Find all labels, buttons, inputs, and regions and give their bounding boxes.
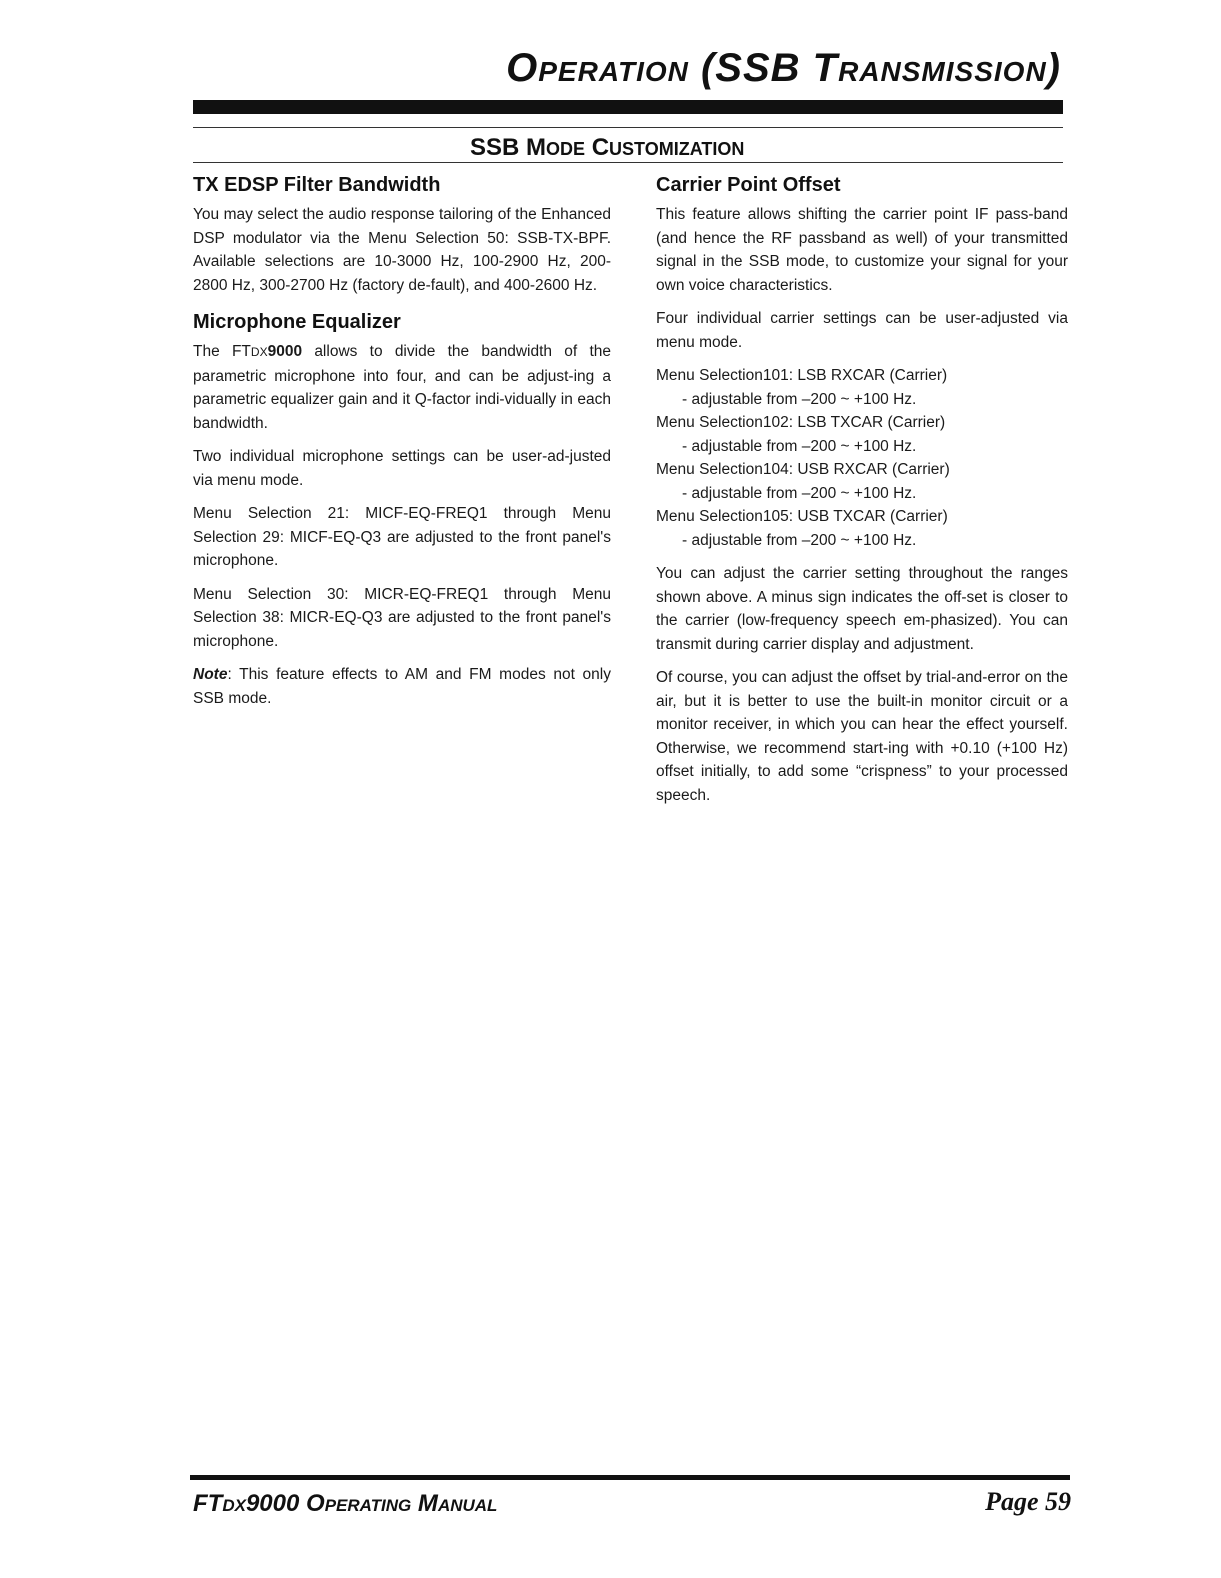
carrier-paragraph-4: Of course, you can adjust the offset by trial-and-error on the air, but it is better to use the built-in monitor circuit or a monitor receiver, in which you can hear the effect yourself. Otherwise, we recommend start-ing with +0.10 (+100 Hz) offset initially, to add some “crispness” to your processed speech. [656,669,1068,804]
menu-item-range: - adjustable from –200 ~ +100 Hz. [682,390,917,408]
section-heading [470,134,744,162]
tx-edsp-heading: TX EDSP Filter Bandwidth [193,174,441,196]
carrier-paragraph-1: This feature allows shifting the carrier point IF pass-band (and hence the RF passband as well) of your transmitted signal in the SSB mode, to customize your signal for your own voice characteristics. [656,206,1068,294]
footer-title-part: M [411,1490,438,1517]
mic-eq-paragraph-3: Menu Selection 21: MICF-EQ-FREQ1 through Menu Selection 29: MICF-EQ-Q3 are adjusted to the front panel's microphone. [193,505,611,569]
header-title-part: O [506,46,539,90]
section-title-part: SSB M [470,134,547,161]
menu-item-range: - adjustable from –200 ~ +100 Hz. [682,531,917,549]
model-number: 9000 [267,343,303,360]
carrier-point-heading: Carrier Point Offset [656,174,841,196]
note-text: : This feature effects to AM and FM modes not only SSB mode. [193,666,611,707]
footer-title-part: 9000 O [245,1490,325,1517]
left-column [193,174,611,720]
mic-eq-paragraph-1-text: allows to divide the bandwidth of the parametric microphone into four, and can be adjust-ing a parametric equalizer gain and it Q-factor indi-vidually in each bandwidth. [193,343,612,432]
section-title-part: USTOMIZATION [609,139,745,159]
header-title-part: (SSB T [688,46,839,90]
section-title-part: C [585,134,610,161]
menu-item-line: Menu Selection104: USB RXCAR (Carrier) [656,461,950,478]
menu-item-range: - adjustable from –200 ~ +100 Hz. [682,484,917,502]
menu-item-line: Menu Selection102: LSB TXCAR (Carrier) [656,414,946,431]
header-title-part: RANSMISSION [838,56,1047,87]
footer-rule [190,1475,1070,1480]
mic-eq-paragraph-2: Two individual microphone settings can be user-ad-justed via menu mode. [193,448,611,489]
footer-manual-title [193,1490,497,1518]
menu-item-line: Menu Selection101: LSB RXCAR (Carrier) [656,367,948,384]
section-rule-bottom [193,162,1063,163]
header-rule [193,100,1063,114]
footer-title-part: DX [222,1496,246,1515]
mic-eq-paragraph-1 [193,340,611,435]
footer-title-part: ANUAL [437,1496,498,1515]
footer-title-part: FT [193,1490,223,1517]
model-small: DX [250,345,268,359]
header-title-part: PERATION [538,56,689,87]
right-column [656,174,1068,817]
note-label: Note [193,666,228,683]
menu-item-range: - adjustable from –200 ~ +100 Hz. [682,437,917,455]
tx-edsp-paragraph: You may select the audio response tailoring of the Enhanced DSP modulator via the Menu Selection 50: SSB-TX-BPF. Available selections are 10-3000 Hz, 100-2900 Hz, 200-2800 Hz, 300-2700 Hz (factory de-fault), and 400-2600 Hz. [193,206,611,294]
page-header-title [506,46,1061,91]
section-title-part: ODE [546,139,586,159]
menu-item-line: Menu Selection105: USB TXCAR (Carrier) [656,508,948,525]
mic-eq-paragraph-4: Menu Selection 30: MICR-EQ-FREQ1 through Menu Selection 38: MICR-EQ-Q3 are adjusted to the front panel's microphone. [193,585,611,650]
footer-title-part: PERATING [324,1496,412,1515]
header-title-part: ) [1046,46,1061,90]
carrier-paragraph-3: You can adjust the carrier setting throughout the ranges shown above. A minus sign indicates the off-set is closer to the carrier (low-frequency speech em-phasized). You can transmit during carrier display and adjustment. [656,565,1068,653]
section-rule-top [193,127,1063,128]
carrier-paragraph-2: Four individual carrier settings can be user-adjusted via menu mode. [656,310,1068,351]
page-number: Page 59 [985,1487,1071,1516]
model-prefix: The FT [193,343,251,360]
note-paragraph [193,663,611,710]
mic-eq-heading: Microphone Equalizer [193,311,401,333]
carrier-menu-list [656,364,1068,552]
